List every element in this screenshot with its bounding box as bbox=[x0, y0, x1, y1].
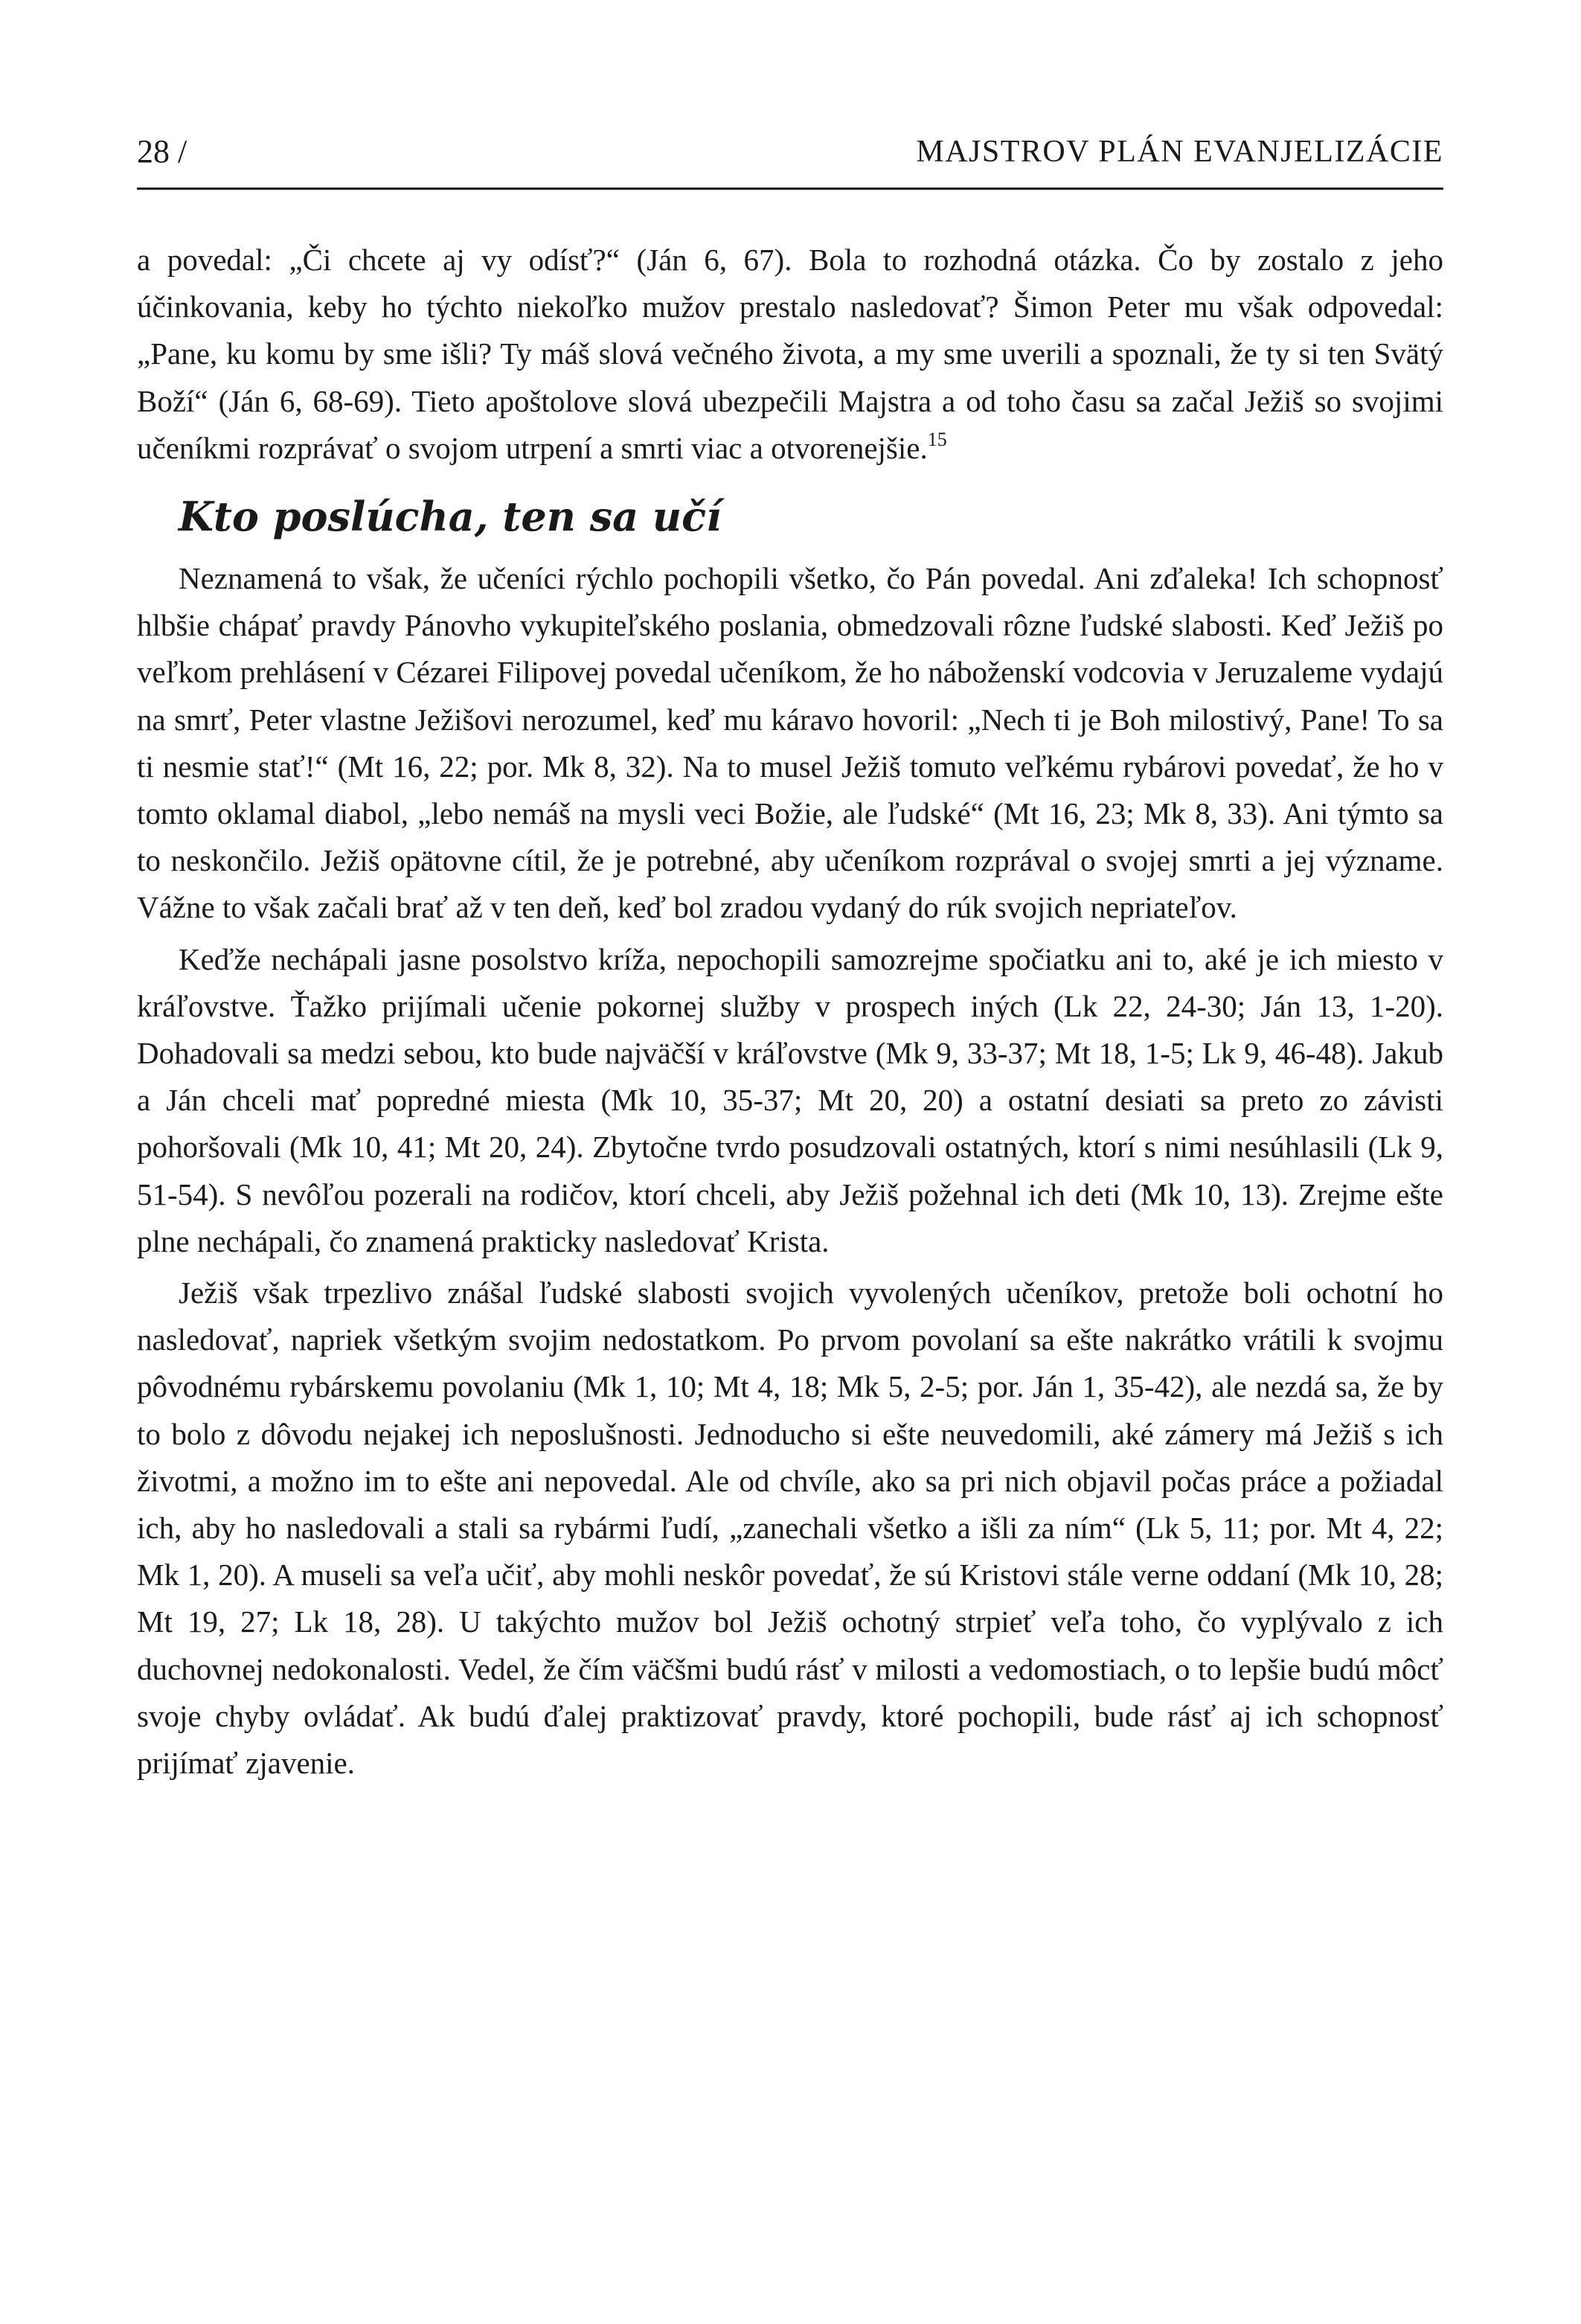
running-title: MAJSTROV PLÁN EVANJELIZÁCIE bbox=[916, 135, 1443, 169]
paragraph-continuation bbox=[137, 237, 1443, 472]
page-body bbox=[137, 237, 1443, 1787]
header-divider bbox=[137, 188, 1443, 190]
page-header bbox=[137, 128, 1443, 176]
paragraph-3: Keďže nechápali jasne posolstvo kríža, nepochopili samozrejme spočiatku ani to, aké je ich miesto v kráľovstve. Ťažko prijímali učenie pokornej služby v prospech iných (Lk 22, 24-30; Ján 13, 1-20). Dohadovali sa medzi sebou, kto bude najväčší v kráľovstve (Mk 9, 33-37; Mt 18, 1-5; Lk 9, 46-48). Jakub a Ján chceli mať popredné miesta (Mk 10, 35-37; Mt 20, 20) a ostatní desiati sa preto zo závisti pohoršovali (Mk 10, 41; Mt 20, 24). Zbytočne tvrdo posudzovali ostatných, ktorí s nimi nesúhlasili (Lk 9, 51-54). S nevôľou pozerali na rodičov, ktorí chceli, aby Ježiš požehnal ich deti (Mk 10, 13). Zrejme ešte plne nechápali, čo znamená prakticky nasledovať Krista. bbox=[137, 941, 1443, 1258]
section-heading: Kto poslúcha, ten sa učí bbox=[179, 493, 722, 541]
paragraph-1-text: a povedal: „Či chcete aj vy odísť?“ (Ján 6, 67). Bola to rozhodná otázka. Čo by zostalo z jeho účinkovania, keby ho týchto niekoľko mužov prestalo nasledovať? Šimon Peter mu však odpovedal: „Pane, ku komu by sme išli? Ty máš slová večného života, a my sme uverili a spoznali, že ty si ten Svätý Boží“ (Ján 6, 68-69). Tieto apoštolove slová ubezpečili Majstra a od toho času sa začal Ježiš so svojimi učeníkmi rozprávať o svojom utrpení a smrti viac a otvorenejšie. bbox=[137, 243, 1443, 465]
page-number: 28 / bbox=[137, 133, 187, 170]
paragraph-4: Ježiš však trpezlivo znášal ľudské slabosti svojich vyvolených učeníkov, pretože boli ochotní ho nasledovať, napriek všetkým svojim nedostatkom. Po prvom povolaní sa ešte nakrátko vrátili k svojmu pôvodnému rybárskemu povolaniu (Mk 1, 10; Mt 4, 18; Mk 5, 2-5; por. Ján 1, 35-42), ale nezdá sa, že by to bolo z dôvodu nejakej ich neposlušnosti. Jednoducho si ešte neuvedomili, aké zámery má Ježiš s ich životmi, a možno im to ešte ani nepovedal. Ale od chvíle, ako sa pri nich objavil počas práce a požiadal ich, aby ho nasledovali a stali sa rybármi ľudí, „zanechali všetko a išli za ním“ (Lk 5, 11; por. Mt 4, 22; Mk 1, 20). A museli sa veľa učiť, aby mohli neskôr povedať, že sú Kristovi stále verne oddaní (Mk 10, 28; Mt 19, 27; Lk 18, 28). U takýchto mužov bol Ježiš ochotný strpieť veľa toho, čo vyplývalo z ich duchovnej nedokonalosti. Vedel, že čím väčšmi budú rásť v milosti a vedomostiach, o to lepšie budú môcť svoje chyby ovládať. Ak budú ďalej praktizovať pravdy, ktoré pochopili, bude rásť aj ich schopnosť prijímať zjavenie. bbox=[137, 1275, 1443, 1781]
paragraph-2: Neznamená to však, že učeníci rýchlo pochopili všetko, čo Pán povedal. Ani zďaleka! Ich schopnosť hlbšie chápať pravdy Pánovho vykupiteľského poslania, obmedzovali rôzne ľudské slabosti. Keď Ježiš po veľkom prehlásení v Cézarei Filipovej povedal učeníkom, že ho náboženskí vodcovia v Jeruzaleme vydajú na smrť, Peter vlastne Ježišovi nerozumel, keď mu káravo hovoril: „Nech ti je Boh milostivý, Pane! To sa ti nesmie stať!“ (Mt 16, 22; por. Mk 8, 32). Na to musel Ježiš tomuto veľkému rybárovi povedať, že ho v tomto oklamal diabol, „lebo nemáš na mysli veci Božie, ale ľudské“ (Mt 16, 23; Mk 8, 33). Ani týmto sa to neskončilo. Ježiš opätovne cítil, že je potrebné, aby učeníkom rozprával o svojej smrti a jej význame. Vážne to však začali brať až v ten deň, keď bol zradou vydaný do rúk svojich nepriateľov. bbox=[137, 561, 1443, 925]
footnote-marker: 15 bbox=[927, 428, 947, 450]
